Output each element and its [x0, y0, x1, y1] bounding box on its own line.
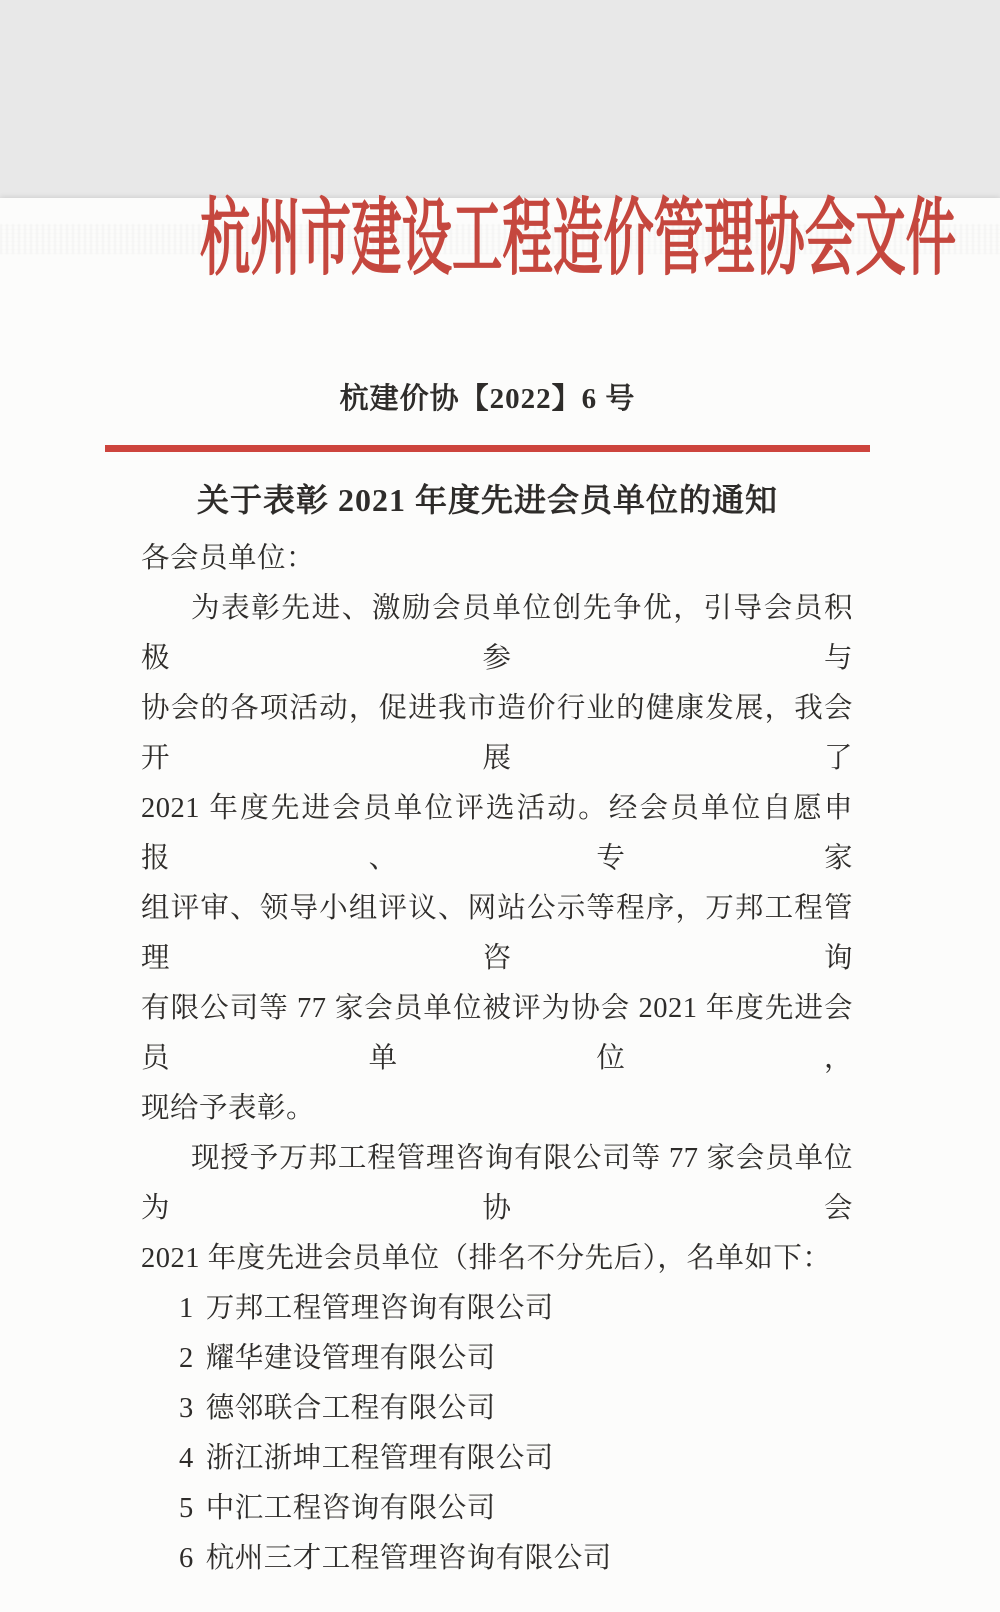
body-line-3: 2021 年度先进会员单位评选活动。经会员单位自愿申报、专家 — [141, 792, 853, 874]
awardee-list — [141, 1284, 853, 1584]
awardee-name: 德邻联合工程有限公司 — [205, 1392, 496, 1424]
document-number: 杭建价协【2022】6 号 — [339, 383, 636, 415]
awardee-item-4 — [179, 1434, 853, 1484]
awardee-rank: 1 — [179, 1292, 194, 1324]
awardee-item-5 — [179, 1484, 853, 1534]
awardee-item-3 — [179, 1384, 853, 1434]
awardee-name: 万邦工程管理咨询有限公司 — [205, 1292, 554, 1324]
awardee-rank: 6 — [179, 1542, 194, 1574]
notice-title: 关于表彰 2021 年度先进会员单位的通知 — [196, 481, 778, 518]
red-divider-rule — [105, 445, 870, 452]
body-line-8: 2021 年度先进会员单位（排名不分先后），名单如下： — [141, 1242, 832, 1274]
body-line-2: 协会的各项活动，促进我市造价行业的健康发展，我会开展了 — [141, 692, 853, 774]
awardee-rank: 2 — [179, 1342, 194, 1374]
notice-body — [141, 534, 853, 1584]
letterhead-title: 杭州市建设工程造价管理协会文件 — [200, 193, 957, 286]
scanned-notice-page — [0, 193, 1000, 1612]
awardee-rank: 4 — [179, 1442, 194, 1474]
body-line-6: 现给予表彰。 — [141, 1092, 316, 1124]
awardee-item-2 — [179, 1334, 853, 1384]
body-line-1: 为表彰先进、激励会员单位创先争优，引导会员积极参与 — [141, 592, 853, 674]
awardee-rank: 5 — [179, 1492, 194, 1524]
awardee-rank: 3 — [179, 1392, 194, 1424]
awardee-name: 中汇工程咨询有限公司 — [205, 1492, 496, 1524]
salutation: 各会员单位： — [141, 542, 316, 574]
awardee-name: 浙江浙坤工程管理有限公司 — [205, 1442, 554, 1474]
awardee-item-6 — [179, 1534, 853, 1584]
body-line-4: 组评审、领导小组评议、网站公示等程序，万邦工程管理咨询 — [141, 892, 853, 974]
body-line-5: 有限公司等 77 家会员单位被评为协会 2021 年度先进会员单位， — [141, 992, 853, 1074]
awardee-name: 耀华建设管理有限公司 — [205, 1342, 496, 1374]
body-line-7: 现授予万邦工程管理咨询有限公司等 77 家会员单位为协会 — [141, 1142, 853, 1224]
awardee-name: 杭州三才工程管理咨询有限公司 — [205, 1542, 612, 1574]
awardee-item-1 — [179, 1284, 853, 1334]
